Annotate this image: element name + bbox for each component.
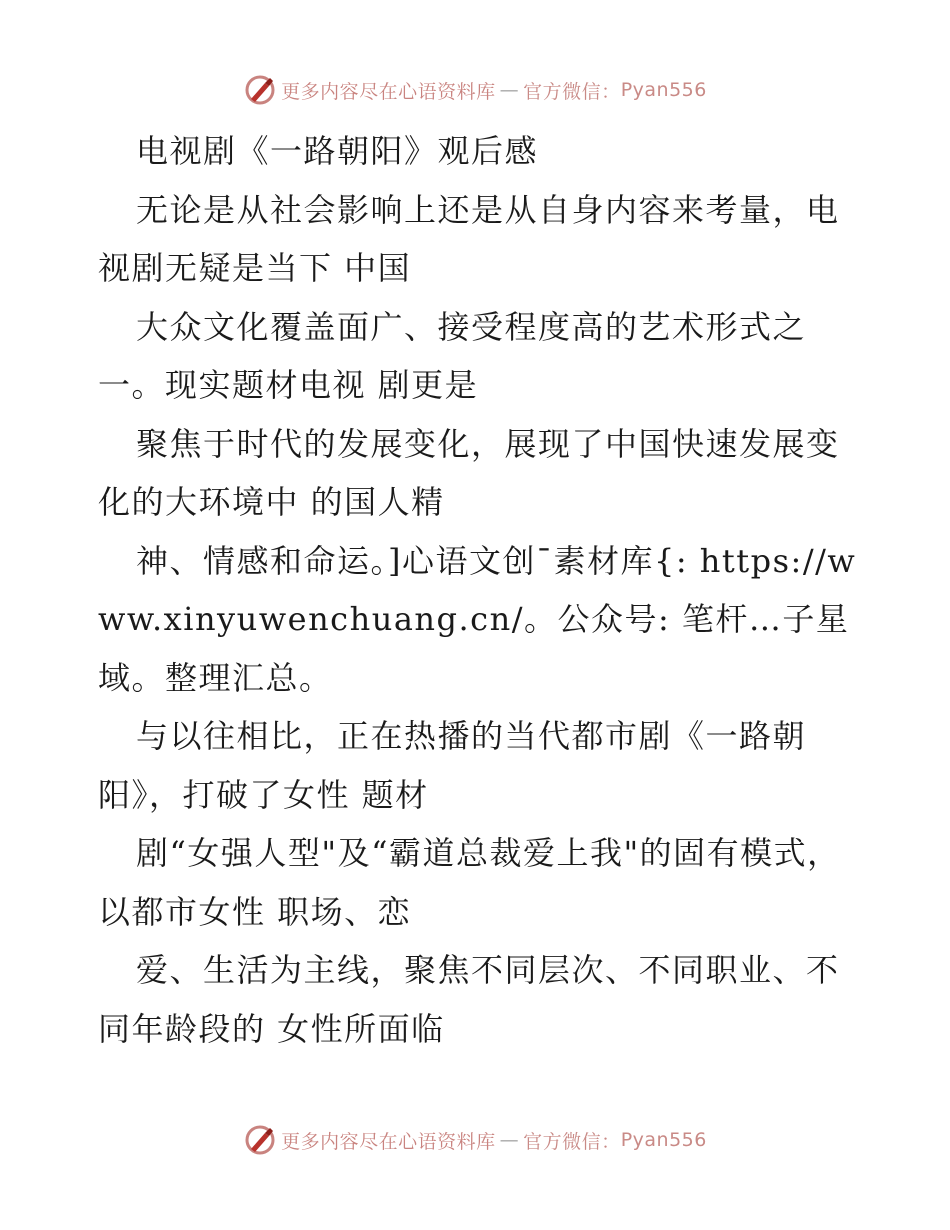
pen-circle-logo-icon (243, 1123, 277, 1157)
banner-wechat-id: Pyan556 (620, 79, 707, 101)
paragraph: 与以往相比，正在热播的当代都市剧《一路朝阳》，打破了女性 题材 (98, 717, 807, 814)
banner-site-text: 更多内容尽在心语资料库 (281, 1130, 496, 1153)
header-watermark-banner (0, 70, 950, 110)
banner-wechat-id: Pyan556 (620, 1129, 707, 1151)
paragraph: 爱、生活为主线，聚焦不同层次、不同职业、不同年龄段的 女性所面临 (98, 951, 840, 1048)
paragraph: 神、情感和命运。]心语文创¯素材库{: https://www.xinyuwenchuang.cn/。公众号: 笔杆…子星域。整理汇总。 (98, 541, 857, 697)
banner-separator: — (499, 79, 520, 101)
document-body (98, 122, 858, 1058)
banner-wechat-label: 官方微信： (523, 80, 621, 103)
banner-site-text: 更多内容尽在心语资料库 (281, 80, 496, 103)
pen-circle-logo-icon (243, 73, 277, 107)
document-title: 电视剧《一路朝阳》观后感 (136, 132, 539, 170)
paragraph: 无论是从社会影响上还是从自身内容来考量，电视剧无疑是当下 中国 (98, 190, 840, 287)
paragraph: 大众文化覆盖面广、接受程度高的艺术形式之一。现实题材电视 剧更是 (98, 307, 807, 404)
banner-separator: — (499, 1129, 520, 1151)
paragraph: 剧“女强人型"及“霸道总裁爱上我"的固有模式，以都市女性 职场、恋 (98, 834, 841, 931)
footer-watermark-banner (0, 1120, 950, 1160)
banner-wechat-label: 官方微信： (523, 1130, 621, 1153)
paragraph: 聚焦于时代的发展变化，展现了中国快速发展变化的大环境中 的国人精 (98, 424, 840, 521)
